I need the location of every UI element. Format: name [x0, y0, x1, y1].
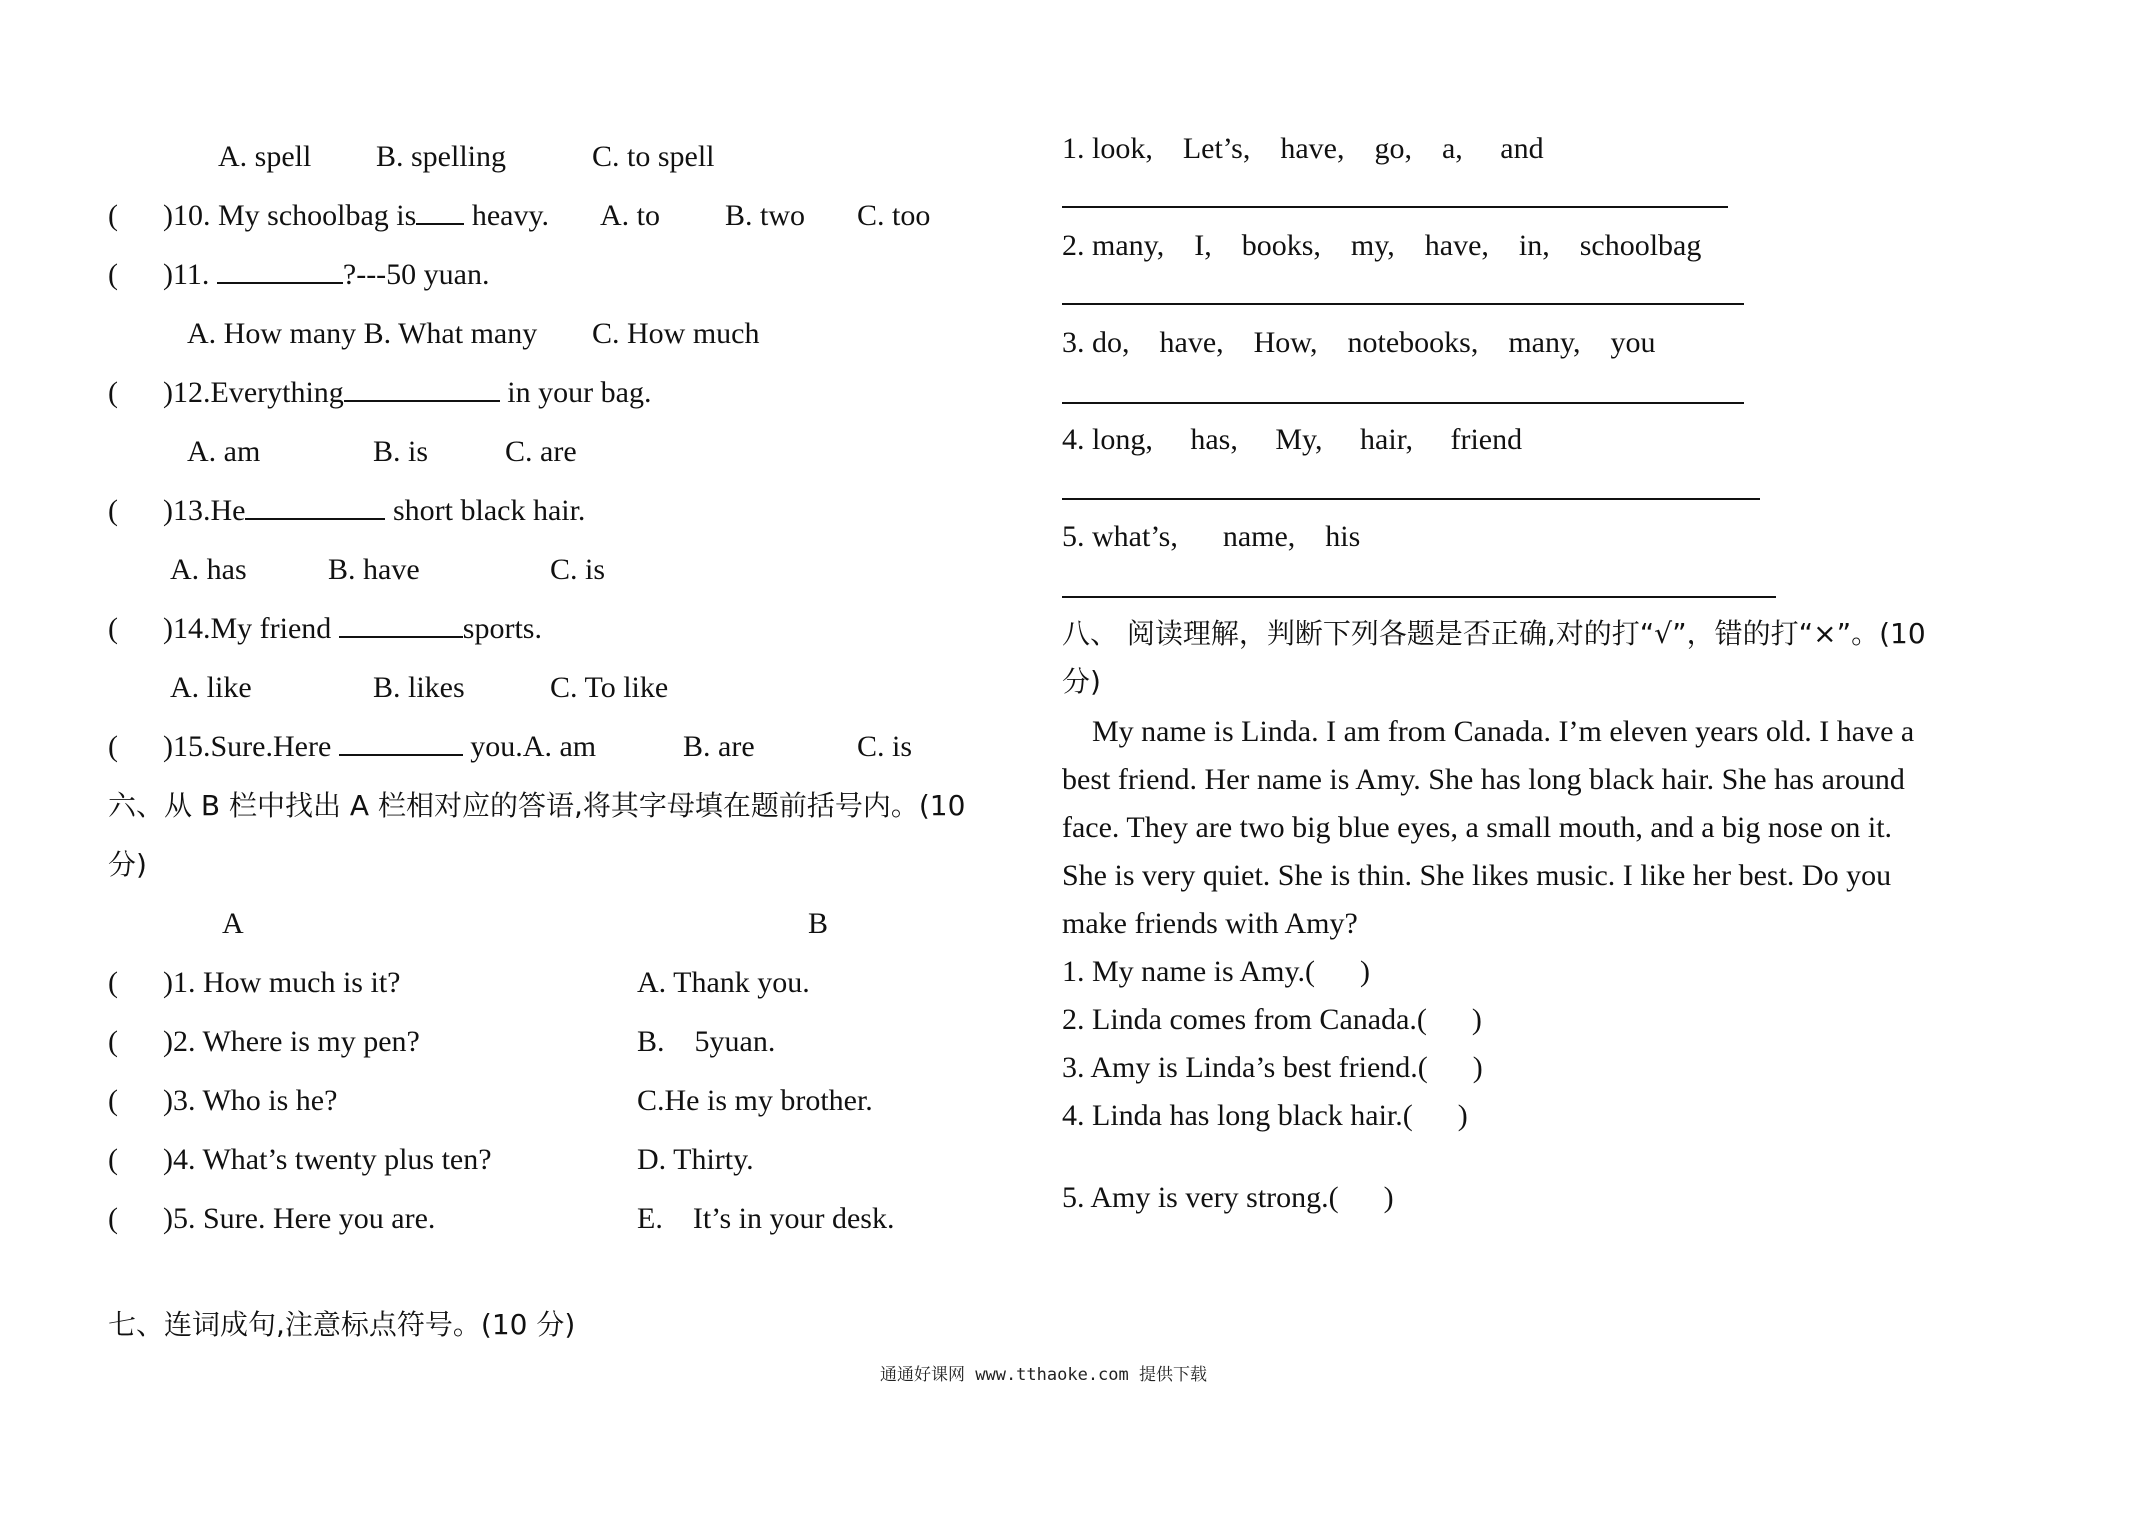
q9-option-a: A. spell: [218, 140, 312, 173]
q12-paren: (: [108, 376, 118, 409]
q12-stem: )12.Everything in your bag.: [163, 376, 652, 409]
section8-title: 八、 阅读理解，判断下列各题是否正确,对的打“√”，错的打“×”。(10: [1062, 617, 1926, 650]
passage-line-1: My name is Linda. I am from Canada. I’m eleven years old. I have a: [1062, 715, 1915, 748]
q10-blank[interactable]: [416, 197, 464, 225]
statement-1[interactable]: 1. My name is Amy.( ): [1062, 955, 1371, 988]
section6-col-b-header: B: [808, 907, 829, 940]
q11-option-ab: A. How many B. What many: [187, 317, 538, 350]
q13-option-c: C. is: [550, 553, 606, 586]
q10-option-c: C. too: [857, 199, 931, 232]
section6-row-3-question: )3. Who is he?: [163, 1084, 338, 1117]
q15-option-c: C. is: [857, 730, 913, 763]
q13-option-b: B. have: [328, 553, 420, 586]
section6-row-5-question: )5. Sure. Here you are.: [163, 1202, 436, 1235]
q9-option-c: C. to spell: [592, 140, 715, 173]
section6-row-3-answer: C.He is my brother.: [637, 1084, 873, 1117]
q10-paren: (: [108, 199, 118, 232]
section6-title: 六、从 B 栏中找出 A 栏相对应的答语,将其字母填在题前括号内。(10: [108, 789, 966, 822]
statement-5[interactable]: 5. Amy is very strong.( ): [1062, 1181, 1394, 1214]
q14-option-a: A. like: [170, 671, 252, 704]
section6-row-3-paren: (: [108, 1084, 118, 1117]
q15-option-b: B. are: [683, 730, 755, 763]
passage-line-4: She is very quiet. She is thin. She likes music. I like her best. Do you: [1062, 859, 1892, 892]
q14-option-b: B. likes: [373, 671, 465, 704]
section6-row-5-answer: E. It’s in your desk.: [637, 1202, 895, 1235]
sentence-4-answer-line[interactable]: [1062, 498, 1760, 500]
q11-option-c: C. How much: [592, 317, 760, 350]
sentence-5-answer-line[interactable]: [1062, 596, 1776, 598]
sentence-2-answer-line[interactable]: [1062, 303, 1744, 305]
section6-row-1-paren: (: [108, 966, 118, 999]
passage-line-2: best friend. Her name is Amy. She has long black hair. She has around: [1062, 763, 1905, 796]
q15-blank[interactable]: [339, 728, 463, 756]
section8-title-cont: 分): [1062, 665, 1101, 698]
section6-row-4-paren: (: [108, 1143, 118, 1176]
q12-option-a: A. am: [187, 435, 261, 468]
q10-stem: )10. My schoolbag is heavy.: [163, 199, 550, 232]
section6-row-2-paren: (: [108, 1025, 118, 1058]
section6-row-1-answer: A. Thank you.: [637, 966, 810, 999]
sentence-3-words: 3. do, have, How, notebooks, many, you: [1062, 326, 1656, 359]
q10-option-b: B. two: [725, 199, 806, 232]
q12-option-b: B. is: [373, 435, 429, 468]
sentence-5-words: 5. what’s, name, his: [1062, 520, 1361, 553]
footer-watermark: 通通好课网 www.tthaoke.com 提供下载: [880, 1365, 1207, 1385]
section6-row-2-answer: B. 5yuan.: [637, 1025, 776, 1058]
q15-paren: (: [108, 730, 118, 763]
q14-paren: (: [108, 612, 118, 645]
section7-title: 七、连词成句,注意标点符号。(10 分): [108, 1308, 576, 1341]
section6-col-a-header: A: [222, 907, 244, 940]
q13-stem: )13.He short black hair.: [163, 494, 586, 527]
q13-option-a: A. has: [170, 553, 247, 586]
section6-row-4-answer: D. Thirty.: [637, 1143, 754, 1176]
q13-paren: (: [108, 494, 118, 527]
q11-stem: )11. ?---50 yuan.: [163, 258, 490, 291]
q9-option-b: B. spelling: [376, 140, 507, 173]
q11-paren: (: [108, 258, 118, 291]
q11-blank[interactable]: [217, 256, 343, 284]
q14-blank[interactable]: [339, 610, 463, 638]
passage-line-5: make friends with Amy?: [1062, 907, 1358, 940]
statement-3[interactable]: 3. Amy is Linda’s best friend.( ): [1062, 1051, 1483, 1084]
section6-row-2-question: )2. Where is my pen?: [163, 1025, 420, 1058]
statement-4[interactable]: 4. Linda has long black hair.( ): [1062, 1099, 1468, 1132]
section6-row-4-question: )4. What’s twenty plus ten?: [163, 1143, 492, 1176]
sentence-1-answer-line[interactable]: [1062, 206, 1728, 208]
statement-2[interactable]: 2. Linda comes from Canada.( ): [1062, 1003, 1482, 1036]
q14-stem: )14.My friend sports.: [163, 612, 542, 645]
sentence-3-answer-line[interactable]: [1062, 402, 1744, 404]
sentence-4-words: 4. long, has, My, hair, friend: [1062, 423, 1523, 456]
q10-option-a: A. to: [600, 199, 660, 232]
section6-title-cont: 分): [108, 848, 147, 881]
passage-line-3: face. They are two big blue eyes, a small mouth, and a big nose on it.: [1062, 811, 1893, 844]
q15-stem: )15.Sure.Here you.A. am: [163, 730, 597, 763]
sentence-2-words: 2. many, I, books, my, have, in, schoolbag: [1062, 229, 1702, 262]
q12-option-c: C. are: [505, 435, 577, 468]
q14-option-c: C. To like: [550, 671, 669, 704]
section6-row-5-paren: (: [108, 1202, 118, 1235]
q13-blank[interactable]: [245, 492, 385, 520]
q12-blank[interactable]: [344, 374, 500, 402]
section6-row-1-question: )1. How much is it?: [163, 966, 401, 999]
sentence-1-words: 1. look, Let’s, have, go, a, and: [1062, 132, 1544, 165]
